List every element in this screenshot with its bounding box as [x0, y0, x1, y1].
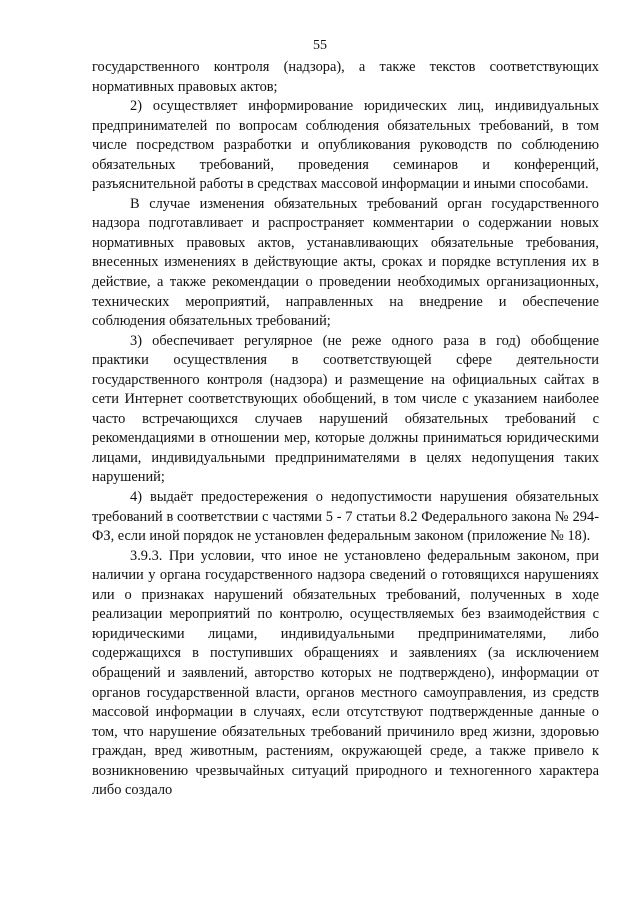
document-body — [92, 58, 599, 801]
paragraph-requirements-change: В случае изменения обязательных требований орган государственного надзора подготавливает и распространяет комментарии о содержании новых нормативных правовых актов, устанавливающих обязательные требования, внесенных изменениях в действующие акты, сроках и порядке вступления их в действие, а также рекомендации о проведении необходимых организационных, технических мероприятий, направленных на внедрение и обеспечение соблюдения обязательных требований; — [92, 195, 599, 330]
paragraph-item-4: 4) выдаёт предостережения о недопустимости нарушения обязательных требований в соответствии с частями 5 - 7 статьи 8.2 Федерального закона № 294-ФЗ, если иной порядок не установлен федеральным законом (приложение № 18). — [92, 489, 599, 545]
paragraph-item-2: 2) осуществляет информирование юридических лиц, индивидуальных предпринимателей по вопросам соблюдения обязательных требований, в том числе посредством разработки и опубликования руководств по соблюдению обязательных требований, проведения семинаров и конференций, разъяснительной работы в средствах массовой информации и иными способами. — [92, 98, 599, 193]
page-number: 55 — [313, 38, 327, 53]
paragraph-continuation: государственного контроля (надзора), а также текстов соответствующих нормативных правовых актов; — [92, 59, 599, 95]
paragraph-item-3: 3) обеспечивает регулярное (не реже одного раза в год) обобщение практики осуществления в соответствующей сфере деятельности государственного контроля (надзора) и размещение на официальных сайтах в сети Интернет соответствующих обобщений, в том числе с указанием наиболее часто встречающихся случаев нарушений обязательных требований с рекомендациями в отношении мер, которые должны приниматься юридическими лицами, индивидуальными предпринимателями в целях недопущения таких нарушений; — [92, 332, 599, 486]
paragraph-section-3-9-3: 3.9.3. При условии, что иное не установлено федеральным законом, при наличии у органа государственного надзора сведений о готовящихся нарушениях или о признаках нарушений обязательных требований, полученных в ходе реализации мероприятий по контролю, осуществляемых без взаимодействия с юридическими лицами, индивидуальными предпринимателями, либо содержащихся в поступивших обращениях и заявлениях (за исключением обращений и заявлений, авторство которых не подтверждено), информации от органов государственной власти, органов местного самоуправления, из средств массовой информации в случаях, если отсутствуют подтвержденные данные о том, что нарушение обязательных требований причинило вред жизни, здоровью граждан, вред животным, растениям, окружающей среде, а также привело к возникновению чрезвычайных ситуаций природного и техногенного характера либо создало — [92, 547, 599, 799]
